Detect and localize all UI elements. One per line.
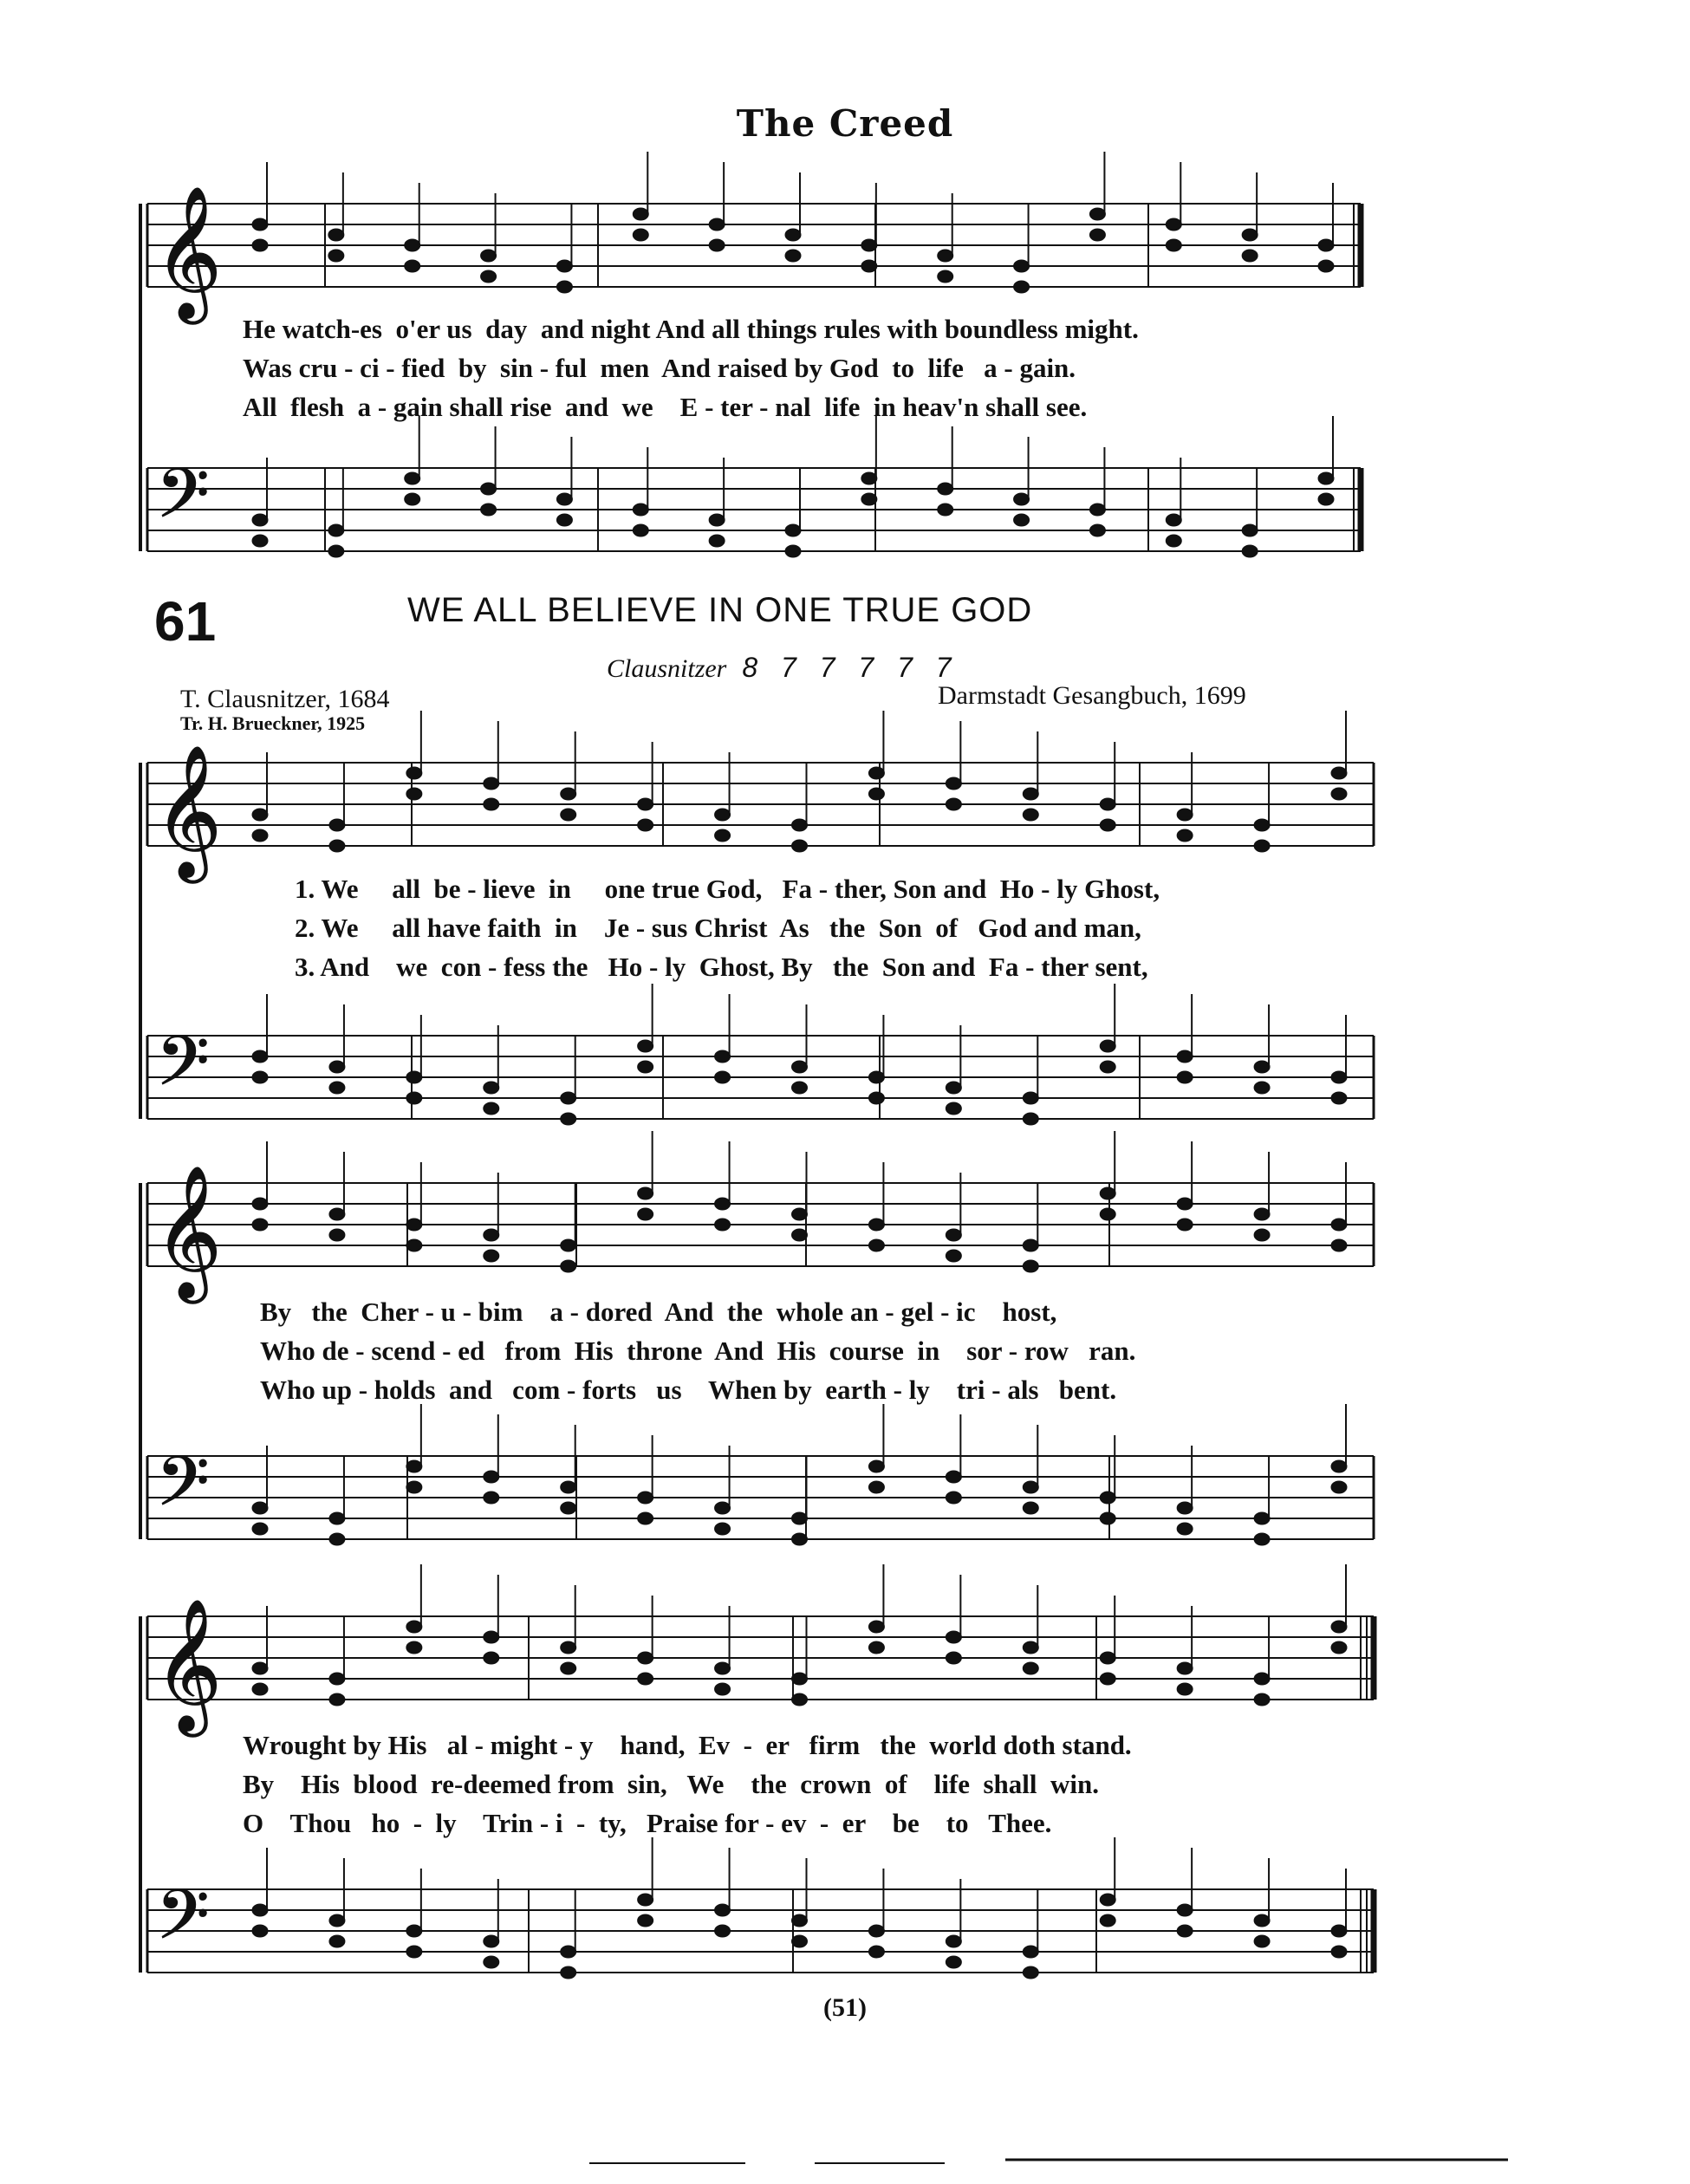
note-head xyxy=(329,1082,345,1094)
note-head xyxy=(1023,1092,1038,1104)
note-head xyxy=(1023,1946,1038,1958)
note-head xyxy=(329,819,345,831)
bass-clef-icon: 𝄢 xyxy=(156,1021,210,1118)
note-head xyxy=(406,1092,422,1104)
note-head xyxy=(484,1631,499,1643)
note-head xyxy=(1331,767,1347,779)
note-head xyxy=(1331,1925,1347,1937)
bass-clef-icon: 𝄢 xyxy=(156,453,210,550)
note-head xyxy=(946,1956,961,1968)
note-head xyxy=(406,1071,422,1083)
note-head xyxy=(481,270,497,283)
note-head xyxy=(329,1914,345,1927)
note-head xyxy=(868,1239,884,1251)
treble-clef-icon: 𝄞 xyxy=(154,185,223,319)
note-head xyxy=(1166,535,1181,547)
note-head xyxy=(329,1935,345,1947)
note-head xyxy=(1177,1523,1193,1535)
note-head xyxy=(633,208,648,220)
lyric-line: By His blood re-deemed from sin, We the crown of life shall win. xyxy=(243,1769,1099,1799)
note-head xyxy=(638,1492,653,1504)
note-head xyxy=(1100,1914,1115,1927)
note-head xyxy=(406,1641,422,1654)
note-head xyxy=(792,1082,808,1094)
note-head xyxy=(1100,819,1115,831)
note-head xyxy=(484,1492,499,1504)
note-head xyxy=(785,524,801,536)
note-head xyxy=(1331,1071,1347,1083)
note-head xyxy=(1242,545,1258,557)
note-head xyxy=(1100,798,1115,810)
note-head xyxy=(561,809,576,821)
note-head xyxy=(252,1683,268,1695)
note-head xyxy=(868,1481,884,1493)
note-head xyxy=(1023,1481,1038,1493)
note-head xyxy=(715,1662,731,1674)
note-head xyxy=(868,1621,884,1633)
note-head xyxy=(868,1219,884,1231)
note-head xyxy=(633,229,648,241)
note-head xyxy=(1166,514,1181,526)
note-head xyxy=(792,819,808,831)
note-head xyxy=(715,1925,731,1937)
note-head xyxy=(1177,1071,1193,1083)
note-head xyxy=(1014,493,1030,505)
note-head xyxy=(252,1904,268,1916)
note-head xyxy=(715,1198,731,1210)
note-head xyxy=(1254,840,1270,852)
note-head xyxy=(785,545,801,557)
note-head xyxy=(1254,1533,1270,1545)
note-head xyxy=(406,1219,422,1231)
note-head xyxy=(561,1662,576,1674)
note-head xyxy=(406,788,422,800)
lyric-line: Who up - holds and com - forts us When by earth - ly tri - als bent. xyxy=(260,1375,1117,1405)
note-head xyxy=(638,1187,653,1199)
note-head xyxy=(1100,1894,1115,1906)
note-head xyxy=(868,767,884,779)
note-head xyxy=(406,1460,422,1472)
note-head xyxy=(792,1935,808,1947)
note-head xyxy=(638,1673,653,1685)
note-head xyxy=(868,1092,884,1104)
note-head xyxy=(484,1102,499,1115)
note-head xyxy=(252,1050,268,1063)
note-head xyxy=(946,1229,961,1241)
note-head xyxy=(792,1061,808,1073)
note-head xyxy=(484,1082,499,1094)
note-head xyxy=(938,270,953,283)
note-head xyxy=(1023,1239,1038,1251)
note-head xyxy=(1331,1239,1347,1251)
note-head xyxy=(715,1502,731,1514)
lyric-line: By the Cher - u - bim a - dored And the whole an - gel - ic host, xyxy=(260,1297,1057,1327)
note-head xyxy=(406,1946,422,1958)
note-head xyxy=(1023,1662,1038,1674)
note-head xyxy=(1331,1481,1347,1493)
note-head xyxy=(556,514,572,526)
note-head xyxy=(1177,1904,1193,1916)
note-head xyxy=(481,504,497,516)
note-head xyxy=(1254,1061,1270,1073)
note-head xyxy=(329,1673,345,1685)
note-head xyxy=(561,1260,576,1272)
tune-info xyxy=(607,652,959,684)
hymn-title: WE ALL BELIEVE IN ONE TRUE GOD xyxy=(407,591,1033,629)
note-head xyxy=(328,229,344,241)
note-head xyxy=(1177,1683,1193,1695)
note-head xyxy=(329,1512,345,1524)
note-head xyxy=(715,1523,731,1535)
note-head xyxy=(481,483,497,495)
note-head xyxy=(329,1533,345,1545)
note-head xyxy=(1100,1673,1115,1685)
music-source: Darmstadt Gesangbuch, 1699 xyxy=(938,681,1246,710)
note-head xyxy=(1023,809,1038,821)
note-head xyxy=(1318,239,1334,251)
note-head xyxy=(1177,1502,1193,1514)
note-head xyxy=(329,1061,345,1073)
note-head xyxy=(406,1481,422,1493)
note-head xyxy=(861,239,877,251)
note-head xyxy=(406,1621,422,1633)
note-head xyxy=(1331,1219,1347,1231)
note-head xyxy=(1242,524,1258,536)
note-head xyxy=(561,1113,576,1125)
note-head xyxy=(715,1050,731,1063)
note-head xyxy=(556,281,572,293)
note-head xyxy=(406,1239,422,1251)
note-head xyxy=(1177,1925,1193,1937)
bass-clef-icon: 𝄢 xyxy=(156,1875,210,1972)
note-head xyxy=(633,504,648,516)
note-head xyxy=(792,1693,808,1706)
note-head xyxy=(252,218,268,231)
note-head xyxy=(861,260,877,272)
note-head xyxy=(1023,1502,1038,1514)
note-head xyxy=(1100,1187,1115,1199)
note-head xyxy=(1089,229,1105,241)
note-head xyxy=(329,1693,345,1706)
note-head xyxy=(1100,1061,1115,1073)
note-head xyxy=(481,250,497,262)
note-head xyxy=(1014,260,1030,272)
note-head xyxy=(1089,524,1105,536)
note-head xyxy=(1254,1935,1270,1947)
note-head xyxy=(1254,1673,1270,1685)
note-head xyxy=(405,493,420,505)
note-head xyxy=(561,1502,576,1514)
note-head xyxy=(1331,1641,1347,1654)
note-head xyxy=(252,1219,268,1231)
note-head xyxy=(1089,504,1105,516)
note-head xyxy=(1242,250,1258,262)
note-head xyxy=(715,1904,731,1916)
treble-clef-icon: 𝄞 xyxy=(154,1164,223,1298)
note-head xyxy=(638,1914,653,1927)
note-head xyxy=(638,1061,653,1073)
note-head xyxy=(561,1092,576,1104)
note-head xyxy=(792,1673,808,1685)
note-head xyxy=(252,1198,268,1210)
note-head xyxy=(1100,1652,1115,1664)
note-head xyxy=(1331,1092,1347,1104)
note-head xyxy=(633,524,648,536)
note-head xyxy=(715,829,731,842)
note-head xyxy=(709,218,725,231)
note-head xyxy=(1177,809,1193,821)
note-head xyxy=(946,1082,961,1094)
note-head xyxy=(785,229,801,241)
note-head xyxy=(946,1652,961,1664)
note-head xyxy=(484,1471,499,1483)
note-head xyxy=(405,260,420,272)
note-head xyxy=(1177,1050,1193,1063)
note-head xyxy=(946,1631,961,1643)
note-head xyxy=(406,767,422,779)
note-head xyxy=(1023,1966,1038,1979)
treble-clef-icon: 𝄞 xyxy=(154,1597,223,1732)
hymn-number: 61 xyxy=(154,590,217,653)
note-head xyxy=(252,809,268,821)
tune-meter: 8 7 7 7 7 7 xyxy=(742,652,959,683)
note-head xyxy=(252,1662,268,1674)
note-head xyxy=(638,798,653,810)
note-head xyxy=(715,809,731,821)
note-head xyxy=(1100,1492,1115,1504)
note-head xyxy=(946,1492,961,1504)
note-head xyxy=(868,1460,884,1472)
bass-clef-icon: 𝄢 xyxy=(156,1441,210,1538)
note-head xyxy=(861,493,877,505)
note-head xyxy=(638,819,653,831)
note-head xyxy=(715,1683,731,1695)
lyric-line: Was cru - ci - fied by sin - ful men And raised by God to life a - gain. xyxy=(243,353,1076,383)
note-head xyxy=(1014,514,1030,526)
note-head xyxy=(946,1250,961,1262)
note-head xyxy=(1331,1621,1347,1633)
note-head xyxy=(638,1894,653,1906)
note-head xyxy=(1254,1693,1270,1706)
note-head xyxy=(1331,1946,1347,1958)
note-head xyxy=(329,840,345,852)
note-head xyxy=(405,472,420,484)
note-head xyxy=(329,1208,345,1220)
note-head xyxy=(1100,1040,1115,1052)
note-head xyxy=(792,1229,808,1241)
note-head xyxy=(709,535,725,547)
note-head xyxy=(484,1935,499,1947)
note-head xyxy=(1331,788,1347,800)
note-head xyxy=(484,1652,499,1664)
note-head xyxy=(1254,1229,1270,1241)
note-head xyxy=(792,1512,808,1524)
note-head xyxy=(405,239,420,251)
note-head xyxy=(1023,1113,1038,1125)
note-head xyxy=(938,504,953,516)
note-head xyxy=(252,514,268,526)
note-head xyxy=(252,1071,268,1083)
note-head xyxy=(1100,1208,1115,1220)
note-head xyxy=(1014,281,1030,293)
note-head xyxy=(868,1925,884,1937)
note-head xyxy=(938,483,953,495)
translator: Tr. H. Brueckner, 1925 xyxy=(180,712,366,734)
note-head xyxy=(1023,788,1038,800)
treble-clef-icon: 𝄞 xyxy=(154,744,223,878)
note-head xyxy=(1166,239,1181,251)
note-head xyxy=(938,250,953,262)
note-head xyxy=(638,1208,653,1220)
note-head xyxy=(792,840,808,852)
note-head xyxy=(785,250,801,262)
note-head xyxy=(715,1219,731,1231)
note-head xyxy=(868,1946,884,1958)
note-head xyxy=(638,1652,653,1664)
section-title: The Creed xyxy=(736,102,954,145)
note-head xyxy=(1177,1662,1193,1674)
lyric-line: Who de - scend - ed from His throne And His course in sor - row ran. xyxy=(260,1336,1136,1366)
note-head xyxy=(561,1641,576,1654)
note-head xyxy=(561,1946,576,1958)
note-head xyxy=(406,1925,422,1937)
note-head xyxy=(1166,218,1181,231)
note-head xyxy=(252,239,268,251)
lyric-line: He watch-es o'er us day and night And all things rules with boundless might. xyxy=(243,314,1139,344)
note-head xyxy=(252,1925,268,1937)
note-head xyxy=(1089,208,1105,220)
note-head xyxy=(329,1229,345,1241)
note-head xyxy=(1177,1219,1193,1231)
note-head xyxy=(1331,1460,1347,1472)
lyric-line: 1. We all be - lieve in one true God, Fa - ther, Son and Ho - ly Ghost, xyxy=(295,874,1160,904)
note-head xyxy=(1254,1914,1270,1927)
note-head xyxy=(1318,260,1334,272)
note-head xyxy=(484,798,499,810)
note-head xyxy=(484,1229,499,1241)
lyric-line: Wrought by His al - might - y hand, Ev - er firm the world doth stand. xyxy=(243,1730,1132,1760)
note-head xyxy=(792,1208,808,1220)
note-head xyxy=(556,260,572,272)
note-head xyxy=(1100,1512,1115,1524)
note-head xyxy=(1318,472,1334,484)
lyric-line: O Thou ho - ly Trin - i - ty, Praise for - ev - er be to Thee. xyxy=(243,1808,1052,1838)
note-head xyxy=(1318,493,1334,505)
page-number: (51) xyxy=(823,1993,867,2022)
note-head xyxy=(328,250,344,262)
note-head xyxy=(252,1502,268,1514)
note-head xyxy=(868,1071,884,1083)
note-head xyxy=(638,1040,653,1052)
note-head xyxy=(561,1239,576,1251)
note-head xyxy=(484,1956,499,1968)
note-head xyxy=(946,798,961,810)
note-head xyxy=(1254,1512,1270,1524)
author: T. Clausnitzer, 1684 xyxy=(180,685,390,713)
note-head xyxy=(1177,829,1193,842)
tune-name: Clausnitzer xyxy=(607,654,727,683)
note-head xyxy=(556,493,572,505)
note-head xyxy=(868,1641,884,1654)
lyric-line: 3. And we con - fess the Ho - ly Ghost, By the Son and Fa - ther sent, xyxy=(295,952,1148,982)
note-head xyxy=(946,1935,961,1947)
lyric-line: All flesh a - gain shall rise and we E - ter - nal life in heav'n shall see. xyxy=(243,392,1088,422)
note-head xyxy=(252,1523,268,1535)
note-head xyxy=(946,777,961,790)
lyric-line: 2. We all have faith in Je - sus Christ As the Son of God and man, xyxy=(295,913,1141,943)
note-head xyxy=(561,788,576,800)
note-head xyxy=(328,524,344,536)
note-head xyxy=(792,1533,808,1545)
note-head xyxy=(715,1071,731,1083)
note-head xyxy=(946,1471,961,1483)
note-head xyxy=(1254,1208,1270,1220)
note-head xyxy=(792,1914,808,1927)
note-head xyxy=(561,1966,576,1979)
note-head xyxy=(1177,1198,1193,1210)
note-head xyxy=(709,239,725,251)
note-head xyxy=(709,514,725,526)
note-head xyxy=(1023,1641,1038,1654)
note-head xyxy=(328,545,344,557)
note-head xyxy=(638,1512,653,1524)
note-head xyxy=(1254,1082,1270,1094)
note-head xyxy=(252,535,268,547)
note-head xyxy=(1254,819,1270,831)
note-head xyxy=(484,777,499,790)
note-head xyxy=(861,472,877,484)
note-head xyxy=(1023,1260,1038,1272)
note-head xyxy=(868,788,884,800)
note-head xyxy=(946,1102,961,1115)
note-head xyxy=(1242,229,1258,241)
note-head xyxy=(484,1250,499,1262)
note-head xyxy=(252,829,268,842)
note-head xyxy=(561,1481,576,1493)
